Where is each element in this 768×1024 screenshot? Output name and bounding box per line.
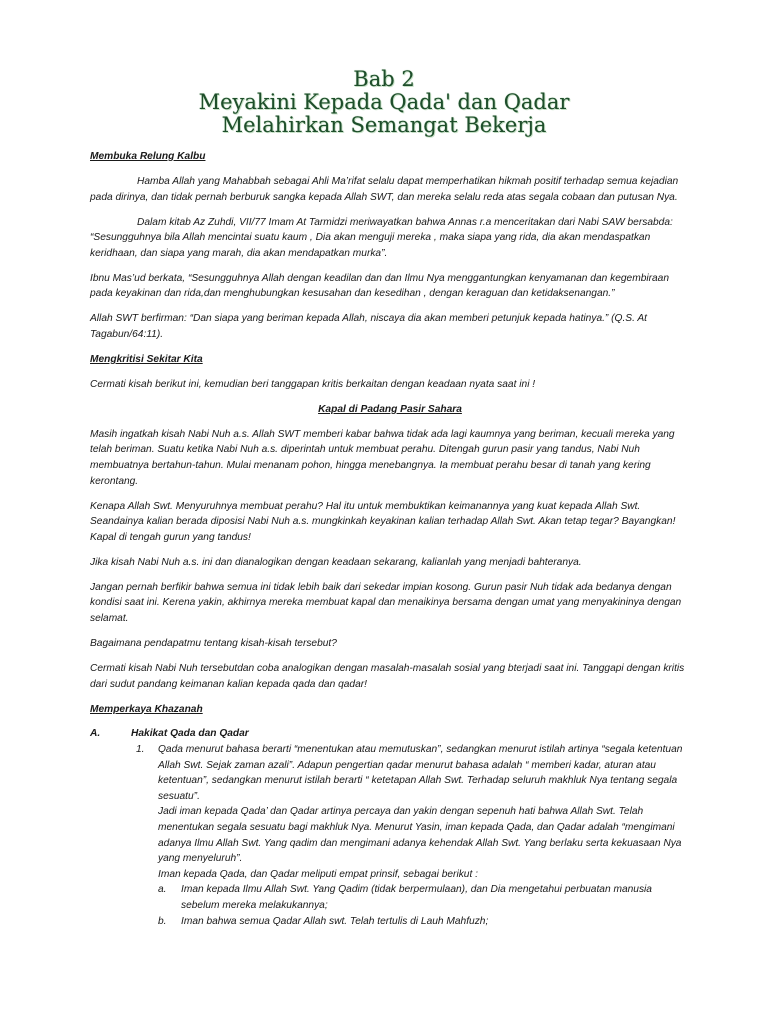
- list-item-label: b.: [158, 915, 167, 927]
- section-heading-mengkritisi: Mengkritisi Sekitar Kita: [90, 353, 203, 365]
- paragraph: Hamba Allah yang Mahabbah sebagai Ahli Ma’rifat selalu dapat memperhatikan hikmah positif terhadap semua kejadian pada dirinya, dan tidak pernah berburuk sangka kepada Allah SWT, dan mereka selalu reda atas segala cobaan dan putusan Nya.: [90, 175, 679, 203]
- story-title: Kapal di Padang Pasir Sahara: [318, 403, 462, 415]
- subsection-a-title: Hakikat Qada dan Qadar: [131, 728, 249, 740]
- chapter-number: Bab 2: [353, 67, 415, 91]
- paragraph: Jangan pernah berfikir bahwa semua ini tidak lebih baik dari sekedar impian kosong. Gurun pasir Nuh tidak ada bedanya dengan kondisi saat ini. Kerena yakin, akhirnya mereka membuat kapal dan menaikinya bersama dengan umat yang menyakininya dengan selamat.: [90, 581, 682, 624]
- paragraph: Ibnu Mas’ud berkata, “Sesungguhnya Allah dengan keadilan dan dan Ilmu Nya menggantungkan kenyamanan dan kegembiraan pada keyakinan dan rida,dan menghubungkan kesusahan dan kesedihan , dengan keraguan dan ketidaksenangan.”: [90, 272, 670, 300]
- chapter-title: [0, 68, 768, 137]
- paragraph: Cermati kisah Nabi Nuh tersebutdan coba analogikan dengan masalah-masalah sosial yang bterjadi saat ini. Tanggapi dengan kritis dari sudut pandang keimanan kalian kepada qada dan qadar!: [90, 662, 685, 690]
- document-body: [90, 149, 690, 929]
- list-item: [158, 882, 690, 913]
- list-item-text: Iman kepada Ilmu Allah Swt. Yang Qadim (tidak berpermulaan), dan Dia mengetahui perbuatan manusia sebelum mereka melakukannya;: [181, 884, 652, 912]
- item-paragraph: Jadi iman kepada Qada’ dan Qadar artinya percaya dan yakin dengan sepenuh hati bahwa Allah Swt. Telah menentukan segala sesuatu bagi makhluk Nya. Menurut Yasin, iman kepada Qada, dan Qadar adalah “mengimani adanya Ilmu Allah Swt. Yang qadim dan mengimani adanya kehendak Allah Swt. Yang berlaku serta kekuasaan Nya yang menyeluruh”.: [158, 806, 682, 865]
- paragraph: Cermati kisah berikut ini, kemudian beri tanggapan kritis berkaitan dengan keadaan nyata saat ini !: [90, 378, 536, 390]
- paragraph: Masih ingatkah kisah Nabi Nuh a.s. Allah SWT memberi kabar bahwa tidak ada lagi kaumnya yang beriman, kecuali mereka yang telah beriman. Suatu ketika Nabi Nuh a.s. diperintah untuk membuat perahu. Ditengah gurun pasir yang tandus, Nabi Nuh membuatnya bertahun-tahun. Mulai menanam pohon, hingga menebangnya. Ia membuat perahu besar di tanah yang kering kerontang.: [90, 428, 675, 487]
- paragraph: Dalam kitab Az Zuhdi, VII/77 Imam At Tarmidzi meriwayatkan bahwa Annas r.a menceritakan dari Nabi SAW bersabda: “Sesungguhnya bila Allah mencintai suatu kaum , Dia akan menguji mereka , maka siapa yang rida, dia akan mendaspatkan keridhaan, dan siapa yang marah, dia akan mendapatkan murka”.: [90, 216, 673, 259]
- subsection-a-heading: [90, 726, 690, 742]
- paragraph: Allah SWT berfirman: “Dan siapa yang beriman kepada Allah, niscaya dia akan memberi petunjuk kepada hatinya.” (Q.S. At Tagabun/64:11).: [90, 313, 648, 340]
- section-heading-membuka: Membuka Relung Kalbu: [90, 151, 206, 162]
- paragraph: Bagaimana pendapatmu tentang kisah-kisah tersebut?: [90, 637, 337, 649]
- subsection-a-label: A.: [90, 728, 101, 740]
- list-item-text: Iman bahwa semua Qadar Allah swt. Telah tertulis di Lauh Mahfuzh;: [181, 915, 489, 927]
- chapter-title-line-2: Melahirkan Semangat Bekerja: [221, 113, 547, 137]
- section-heading-memperkaya: Memperkaya Khazanah: [90, 703, 203, 715]
- numbered-item-1: [136, 742, 690, 882]
- item-paragraph: Qada menurut bahasa berarti “menentukan atau memutuskan”, sedangkan menurut istilah artinya “segala ketentuan Allah Swt. Sejak zaman azali”. Adapun pengertian qadar menurut bahasa adalah “ memberi kadar, aturan atau ketentuan”, sedangkan menurut istilah berarti “ ketetapan Allah Swt. Terhadap seluruh makhluk Nya tentang segala sesuatu”.: [158, 744, 683, 802]
- item-paragraph: Iman kepada Qada, dan Qadar meliputi empat prinsif, sebagai berikut :: [158, 868, 478, 880]
- list-item-label: a.: [158, 884, 167, 896]
- paragraph: Kenapa Allah Swt. Menyuruhnya membuat perahu? Hal itu untuk membuktikan keimanannya yang kuat kepada Allah Swt. Seandainya kalian berada diposisi Nabi Nuh a.s. mungkinkah keyakinan kalian terhadap Allah Swt. Akan tetap tegar? Bayangkan! Kapal di tengah gurun yang tandus!: [90, 500, 676, 543]
- item-number: 1.: [136, 744, 145, 756]
- list-item: [158, 914, 690, 930]
- chapter-title-line-1: Meyakini Kepada Qada' dan Qadar: [198, 90, 570, 114]
- paragraph: Jika kisah Nabi Nuh a.s. ini dan dianalogikan dengan keadaan sekarang, kalianlah yang menjadi bahteranya.: [90, 556, 582, 568]
